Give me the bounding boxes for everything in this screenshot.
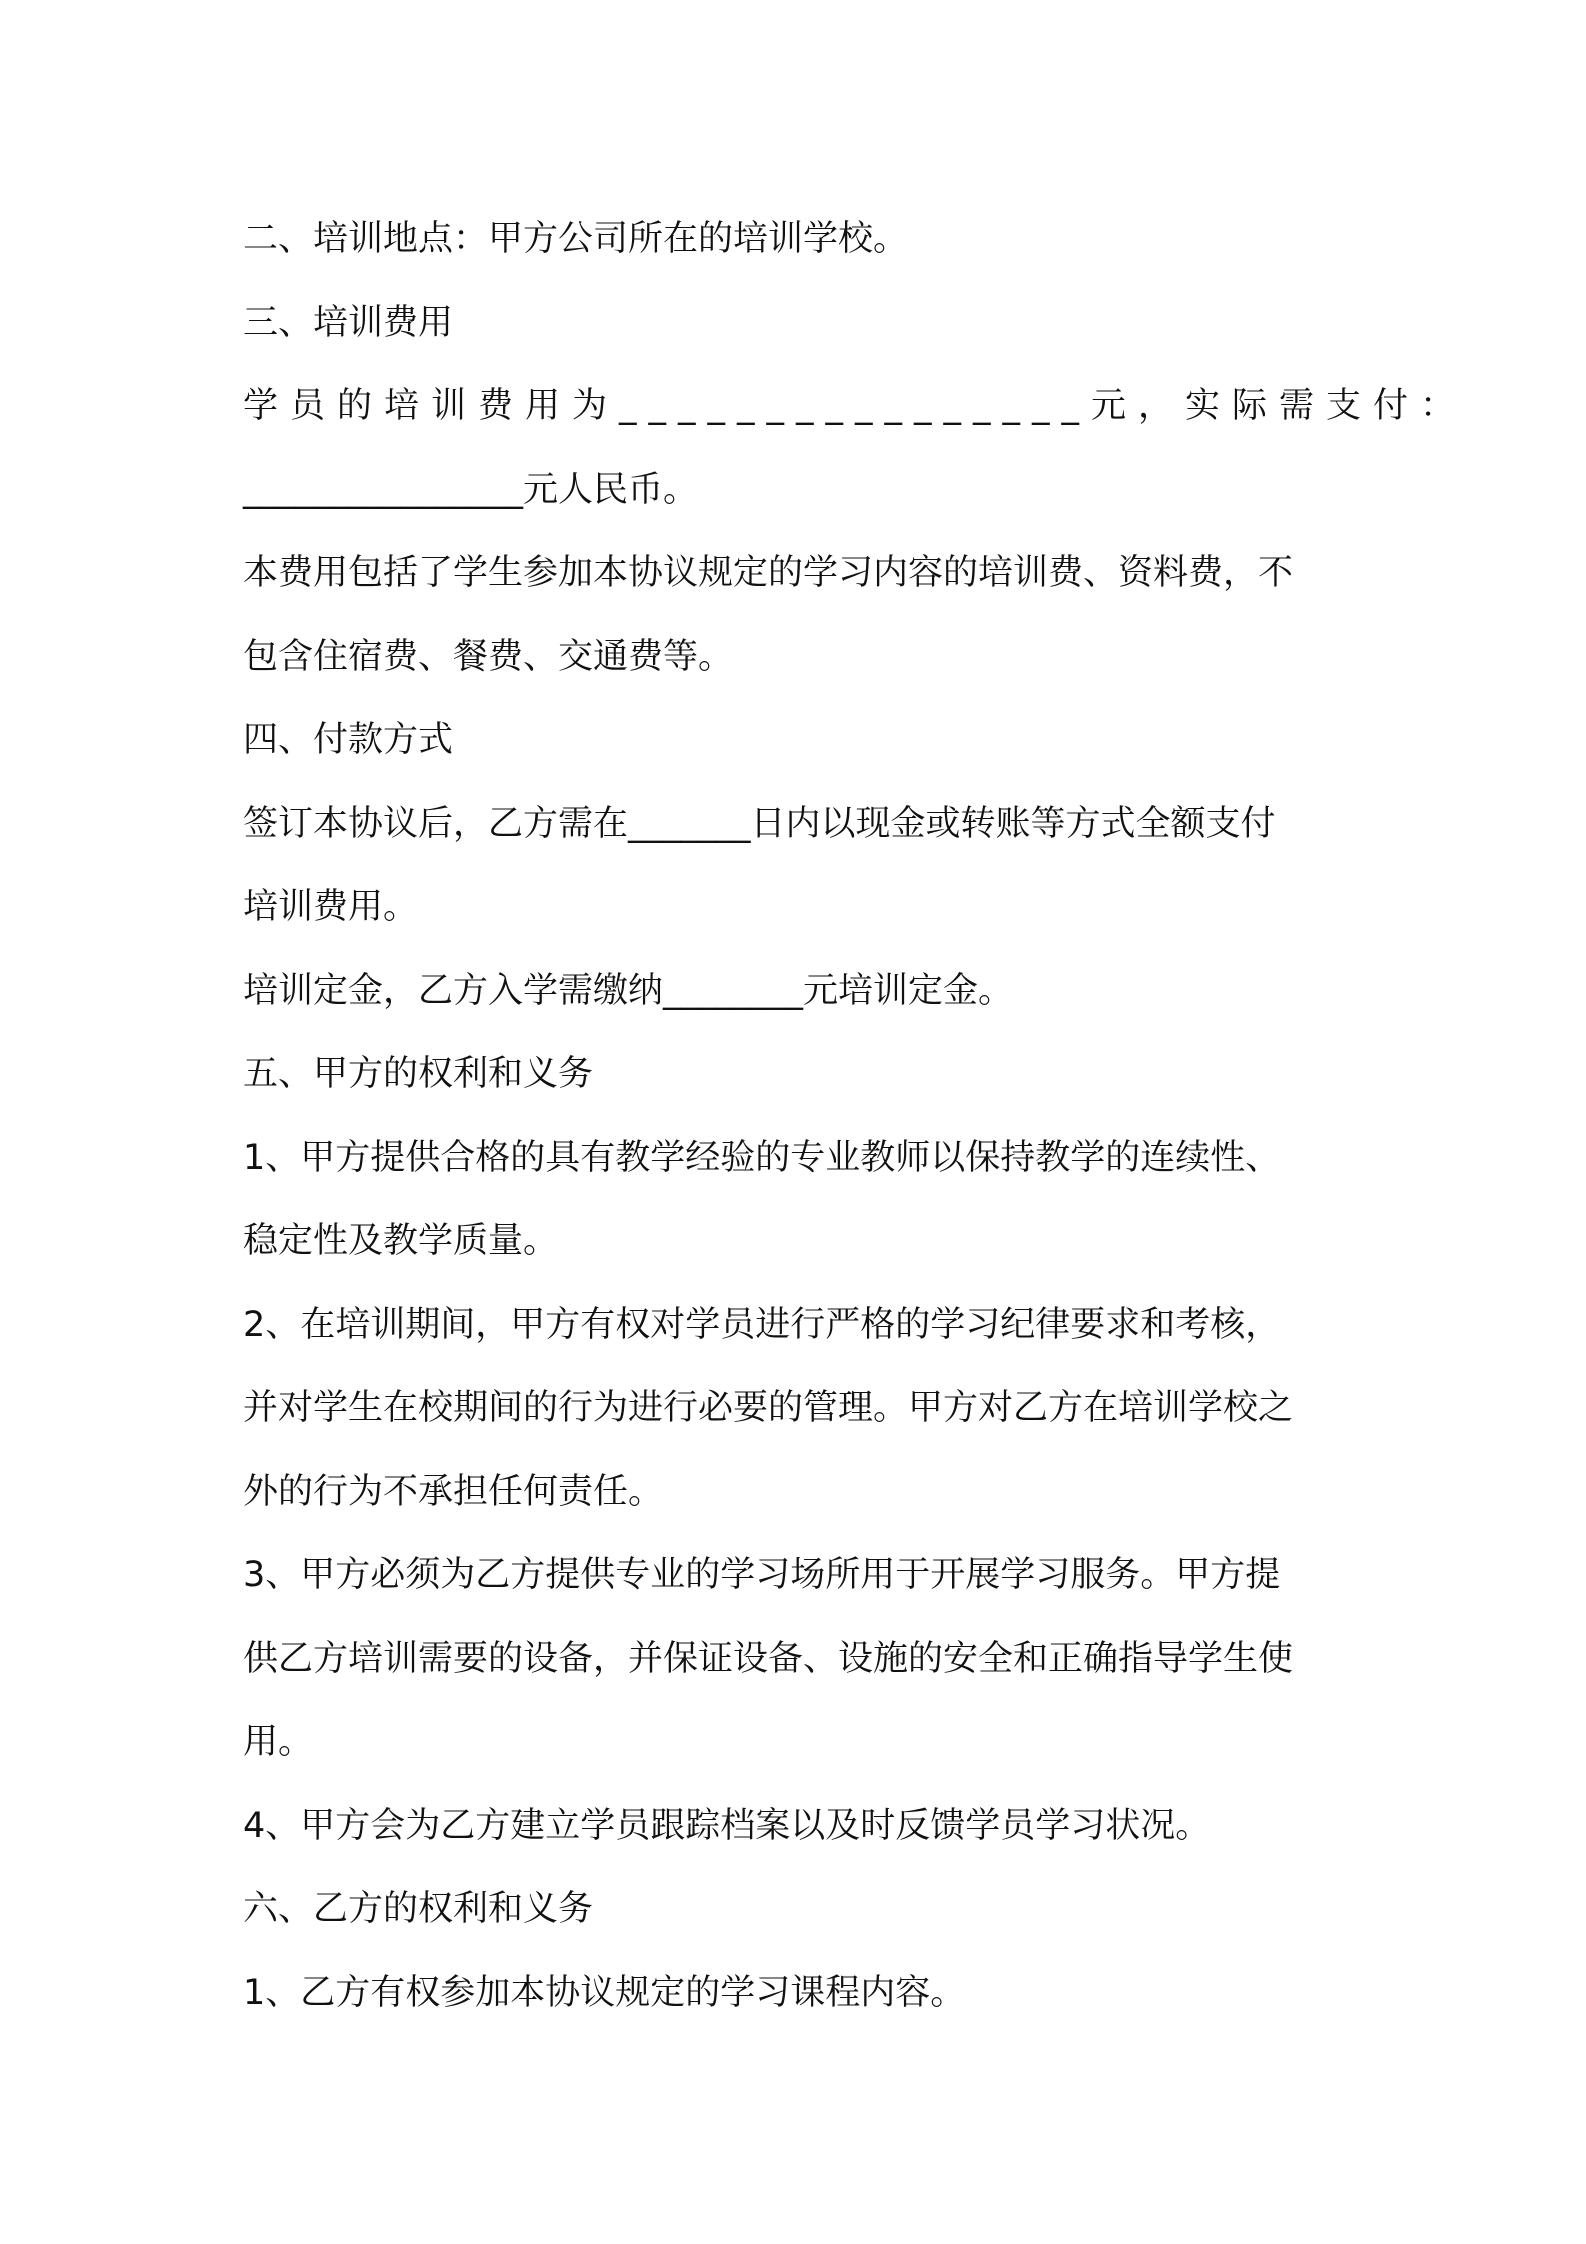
- fee-excludes-line: 包含住宿费、餐费、交通费等。: [243, 636, 734, 677]
- actual-payment-text: 实际需支付：: [1185, 386, 1468, 426]
- party-a-clause-2-cont: 并对学生在校期间的行为进行必要的管理。甲方对乙方在培训学校之: [243, 1388, 1294, 1428]
- fee-includes-line: 本费用包括了学生参加本协议规定的学习内容的培训费、资料费，不: [243, 553, 1294, 593]
- section-6-heading: 六、乙方的权利和义务: [243, 1889, 594, 1929]
- fee-line: [243, 365, 1468, 449]
- party-a-clause-3-cont-2: 用。: [243, 1722, 314, 1762]
- party-a-clause-1-cont: 稳定性及教学质量。: [243, 1221, 559, 1261]
- section-5-heading: 五、甲方的权利和义务: [243, 1054, 594, 1094]
- party-a-clause-2-cont-2: 外的行为不承担任何责任。: [243, 1471, 664, 1512]
- party-a-clause-4: 4、甲方会为乙方建立学员跟踪档案以及时反馈学员学习状况。: [243, 1805, 1211, 1846]
- payment-terms-line-cont: 培训费用。: [243, 887, 419, 927]
- party-a-clause-2: 2、在培训期间，甲方有权对学员进行严格的学习纪律要求和考核，: [243, 1304, 1281, 1345]
- party-a-clause-3: 3、甲方必须为乙方提供专业的学习场所用于开展学习服务。甲方提: [243, 1555, 1281, 1595]
- payment-terms-line: 签订本协议后，乙方需在_______日内以现金或转账等方式全额支付: [243, 803, 1276, 844]
- fee-rmb-line: ________________元人民币。: [243, 469, 699, 510]
- document-body: [243, 198, 1468, 2035]
- section-2-location: 二、培训地点：甲方公司所在的培训学校。: [243, 219, 909, 259]
- party-a-clause-3-cont: 供乙方培训需要的设备，并保证设备、设施的安全和正确指导学生使: [243, 1638, 1294, 1679]
- party-b-clause-1: 1、乙方有权参加本协议规定的学习课程内容。: [243, 1972, 966, 2013]
- party-a-clause-1: 1、甲方提供合格的具有教学经验的专业教师以保持教学的连续性、: [243, 1137, 1281, 1178]
- section-3-heading: 三、培训费用: [243, 302, 454, 343]
- fee-amount-text: 学员的培训费用为________________元，: [243, 386, 1186, 426]
- deposit-line: 培训定金，乙方入学需缴纳________元培训定金。: [243, 970, 1014, 1011]
- section-4-heading: 四、付款方式: [243, 720, 454, 760]
